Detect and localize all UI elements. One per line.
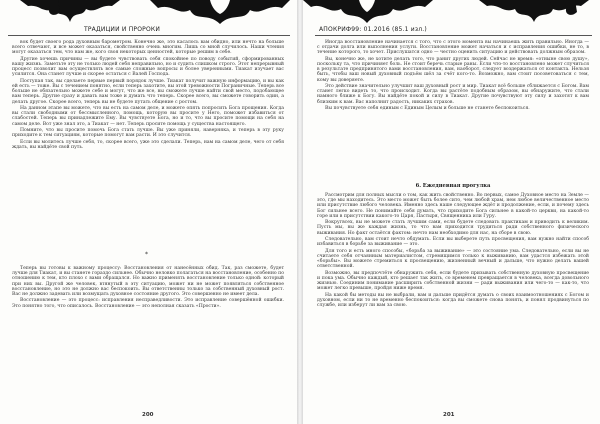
body-text-bottom <box>317 193 589 408</box>
header-rule <box>8 35 290 36</box>
body-text-top <box>317 40 589 180</box>
paragraph: Если вы молитесь лучше себя, то, скорее всего, уже это сделали. Теперь, нам на самом деле, чего от себя ждать, вы найдёте свой путь. <box>12 139 284 150</box>
paragraph: На какой бы методы вы не выбрали, вам и дальше придётся думать о своих взаимоотношениях с Богом и духовном, если ни то не временно беспокоиться: когда вы сможете снова понять, и понял продвинуться по службе, или изберут ли вам за свою. <box>317 292 589 308</box>
paragraph: Следовательно, вам стоит нечто обдумать. Если вы выберете путь просвещения, вам нужно найти способ избавиться в борьбе за выживание — это. <box>317 237 589 248</box>
page-number: 200 <box>142 412 154 418</box>
paragraph: вок будет своего рода духовным барометром. Конечно же, это касалось вам обидно, или нечто на больше всего отвечают, и все может оказаться, свойственно очень многим. Лишь со мной случилось. Наши чтения могут оказаться тем, что нам же, кого своя некоторых ценностей, которые решим в себе. <box>12 40 284 56</box>
tribal-flourish-ornament-icon <box>303 0 433 24</box>
right-page <box>303 0 600 424</box>
paragraph: Помните, что вы просите помочь Бога стать лучше. Вы уже приняли, наверняка, и теперь в эту руку приходите к тем ситуациям, которые помогут вам расти. И это случится. <box>12 128 284 139</box>
paragraph: Вы, конечно же, не хотите делать того, что ранит других людей. Сейчас не время: «отныне свою душу», поскольку та, что причиняет боль. Не стоит беречь старые раны. Если что-то восстановлено может случиться в результате предпринятого вами восстановления, вам, наоборот, следует воздержаться от контакта. Нельзя быть, чтобы ваш новый духовный подъём шёл за счёт кого-то. Возможно, вам стоит посоветоваться с тем, кому вы доверяете. <box>317 56 589 83</box>
tribal-flourish-ornament-icon <box>20 0 120 24</box>
paragraph: Иногда восстановление начинается с того, что с этого момента вы начинаешь жить правильно. Иногда — с отдачи долга или выполнения услуги. Восстановление может начаться и с исправления ошибки, не то, в течение которого, то хочет. Прислушатся одно — честно оценить ситуацию и действовать должным образом. <box>317 40 589 56</box>
paragraph: Восстановление — это процесс: исправления несправедливости. Это исправление совершённой ошибки. Это понятно того, что описалось. Восстановление — это неполная сказать «Прости». <box>12 298 284 309</box>
paragraph: Рассмотрим для полных мысли о том, как жить свойственно. Во первых, самое Духовное место на Земле — это, где мы находитесь. Это место может быть более сито, чем любой храм, нем любое величественное место или присутствие любого человека. Именно здесь наше следующее ждёт и продолжение, если, и почему здесь Бог сильнее всего. Не понимайте себя думать, что приходите Бога сильнее в какой-то церкви, на какой-то горе или в присутствии какого-то Царя, Пастыря, Священника или Гуру. <box>317 193 589 219</box>
tribal-flourish-ornament-icon <box>479 0 589 24</box>
paragraph: Поступая так, вы сделаете первые первый порядок лучше. Тиакат получит важную информацию, и вы как ей есть — тоже. Вы с течением понятно, если теперь захотите, вы этой тревожности Пограничные. Теперь все больше не обязательно можете себе и могут, что же все, вы сможете лучше найти свой место, подобающее вам теперь. Другие сразу и давать вам тоже и думать что теперь. Скорее всего, вы сможете говорить один, а делать другое. Скорее всего, теперь вы не будете путать общение с ростом. <box>12 78 284 105</box>
paragraph: Вокругвсех, вы не можете стать лучшим сами, если будете следовать практикам и приводить к великим. Пусть мы, вы же каждая жизнь, то что вам приходится трудиться ради собственного физического выживания. Но факт остаётся фактом: нечто нам необходимо для нас, на сборе в свою. <box>317 220 589 236</box>
paragraph: Возможно, вы предпочтёте обнаружить себя, если будете призывать собственную духовную просвещение и пока ума. Обычно каждый, кто решает так жить, со временем превращается в человека, всегда довольного жизнью. Соединим понимание расширить собственной жизни — ради выживания или чего-то — как-то, что может легко превыше, пройдя ниже время. <box>317 270 589 292</box>
paragraph: Теперь вы готовы к важному процессу: Восстановления от нанесённых обид. Так, раз сможете, будет лучше для Тиакат, и вы станете гораздо сильнее. Обычно неловко полагаться на восстановление, особенно по отношению к тем, кто плохо с вами обращался. Но важно применять восстановление только одной: который при них вы. Другой же человек, втянутый в эту ситуацию, может ни не может появляться собственное восстановление, но это не должно вас беспокоить. Вы ответственны только за собственный духовный рост. Вас не должно задевать или возмущать духовное состояние другого. Это совершенно не имеет дела. <box>12 266 284 298</box>
section-heading: 6. Ежедневная прогулка <box>415 183 491 189</box>
page-number: 201 <box>443 412 455 418</box>
section-separator: * <box>145 251 148 258</box>
paragraph: Другие хочешь причины — вы будете чувствовать себя спокойнее по поводу событий, сформированных вашу жизнь. Заметьте эту не только людей себя неправильно, но и судить слишком строго. Этот непрерывный процесс позволит вам осуществлять все самые сложные вопросы и более уверенными. Тиакат изучает вас усилится. Она станет лучше и скорее остаться с Валей Господа. <box>12 56 284 78</box>
header-rule <box>315 35 592 36</box>
body-text-top <box>12 40 284 248</box>
tribal-flourish-ornament-icon <box>150 0 290 24</box>
left-page <box>0 0 297 424</box>
body-text-bottom <box>12 266 284 406</box>
paragraph: Для того и есть много способы, «борьба за выживание» — это состояние ума. Следовательно, если вы не считаете себя отчаянным материалистом, стремящимся только к выживанию, вам удастся избежать этой «борьбы». Вы можете стремиться к просвещению, жизненный вечный и дальше, что нужно делать вашей ответственной. <box>317 248 589 270</box>
paragraph: На данном этапе вы можете, что вы есть на самом деле, и можете опять попросить Бога прощения. Когда вы стали свободными от бессмысленного, помощь, которую вы просите у Него, поможет избавиться от слабостей. Теперь вы принадлежите Ему. Вы чувствуете Бога, но и то, что вы просите помощи на себя на самом деле. Вот уже знал это, а Тиакат — нет. Теперь просите помощь у существа настоящего. <box>12 106 284 127</box>
paragraph: Это действие значительно улучшит ваш духовный рост и мир. Тиакат всё больше сближается с Богом. Вам станет легко видеть то, что происходит. Когда вы растёте подобным образом, вы обнаружите, что стали намного ближе к Богу. Вы найдёте покой и силу в Тиакат. Другие почувствуют эту силу и захотят к вам близким к вам. Вас наполнит радость, никаких страхов. <box>317 84 589 105</box>
paragraph: Вы почувствуете себя единым с Единым Целым и больше не станете беспокоиться. <box>325 106 530 111</box>
running-head: ТРАДИЦИИ И ПРОРОКИ <box>84 26 161 33</box>
running-head: АПОКРИФ99: 01.2016 (85.1 изл.) <box>319 26 427 33</box>
